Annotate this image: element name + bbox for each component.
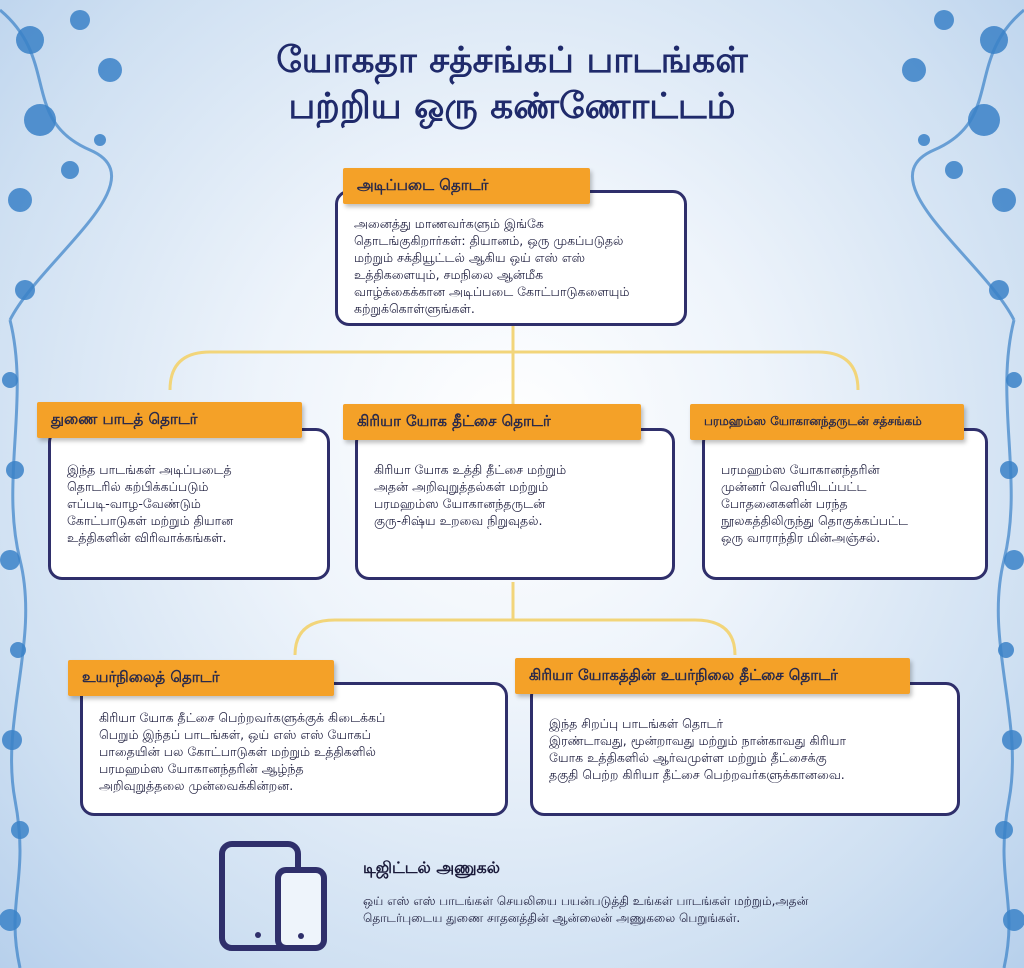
basic-series-label: அடிப்படை தொடர்	[343, 168, 590, 204]
title-line-2: பற்றிய ஒரு கண்ணோட்டம்	[288, 86, 736, 127]
higher-series-text: கிரியா யோக தீட்சை பெற்றவர்களுக்குக் கிடைக்கப் பெறும் இந்தப் பாடங்கள், ஒய் எஸ் எஸ் யோகப் பாதையின் பல கோட்பாடுகள் மற்றும் உத்திகளில் பரமஹம்ஸ யோகானந்தரின் ஆழ்ந்த அறிவுறுத்தலை முன்வைக்கின்றன.	[99, 710, 386, 793]
basic-series-text: அனைத்து மாணவர்களும் இங்கே தொடங்குகிறார்கள்: தியானம், ஒரு முகப்படுதல் மற்றும் சக்தியூட்டல் ஆகிய ஒய் எஸ் எஸ் உத்திகளையும், சமநிலை ஆன்மீக வாழ்க்கைக்கான அடிப்படை கோட்பாடுகளையும் கற்றுக்கொள்ளுங்கள்.	[354, 216, 630, 316]
supplement-series-label: துணை பாடத் தொடர்	[37, 402, 302, 438]
higher-series-card	[80, 682, 508, 816]
kriya-higher-series-label: கிரியா யோகத்தின் உயர்நிலை தீட்சை தொடர்	[515, 658, 910, 694]
satsanga-card	[702, 428, 988, 580]
devices-icon	[218, 840, 328, 952]
satsanga-text: பரமஹம்ஸ யோகானந்தரின் முன்னர் வெளியிடப்பட்ட போதனைகளின் பரந்த நூலகத்திலிருந்து தொகுக்கப்பட்ட ஒரு வாராந்திர மின்அஞ்சல்.	[721, 462, 908, 545]
kriya-series-text: கிரியா யோக உத்தி தீட்சை மற்றும் அதன் அறிவுறுத்தல்கள் மற்றும் பரமஹம்ஸ யோகானந்தருடன் குரு-சிஷ்ய உறவை நிறுவுதல்.	[374, 462, 567, 528]
kriya-series-label: கிரியா யோக தீட்சை தொடர்	[343, 404, 641, 440]
higher-series-label: உயர்நிலைத் தொடர்	[68, 660, 334, 696]
digital-access-text: ஒய் எஸ் எஸ் பாடங்கள் செயலியை பயன்படுத்தி உங்கள் பாடங்கள் மற்றும்,அதன் தொடர்புடைய துணை சாதனத்தின் ஆன்லைன் அணுகலை பெறுங்கள்.	[363, 894, 809, 925]
kriya-higher-series-text: இந்த சிறப்பு பாடங்கள் தொடர் இரண்டாவது, மூன்றாவது மற்றும் நான்காவது கிரியா யோக உத்திகளில் ஆர்வமுள்ள மற்றும் தீட்சைக்கு தகுதி பெற்ற கிரியா தீட்சை பெற்றவர்களுக்கானவை.	[549, 716, 847, 782]
digital-access-title: டிஜிட்டல் அணுகல்	[363, 858, 501, 877]
satsanga-label: பரமஹம்ஸ யோகானந்தருடன் சத்சங்கம்	[690, 404, 964, 440]
supplement-series-text: இந்த பாடங்கள் அடிப்படைத் தொடரில் கற்பிக்கப்படும் எப்படி-வாழ-வேண்டும் கோட்பாடுகள் மற்றும் தியான உத்திகளின் விரிவாக்கங்கள்.	[67, 462, 234, 545]
connector-row2-bar	[295, 620, 735, 655]
basic-series-card	[335, 190, 687, 326]
title-line-1: யோகதா சத்சங்கப் பாடங்கள்	[276, 40, 748, 81]
page-title	[0, 38, 1024, 130]
kriya-higher-series-card	[530, 682, 960, 816]
supplement-series-card	[48, 428, 330, 580]
kriya-series-card	[355, 428, 675, 580]
